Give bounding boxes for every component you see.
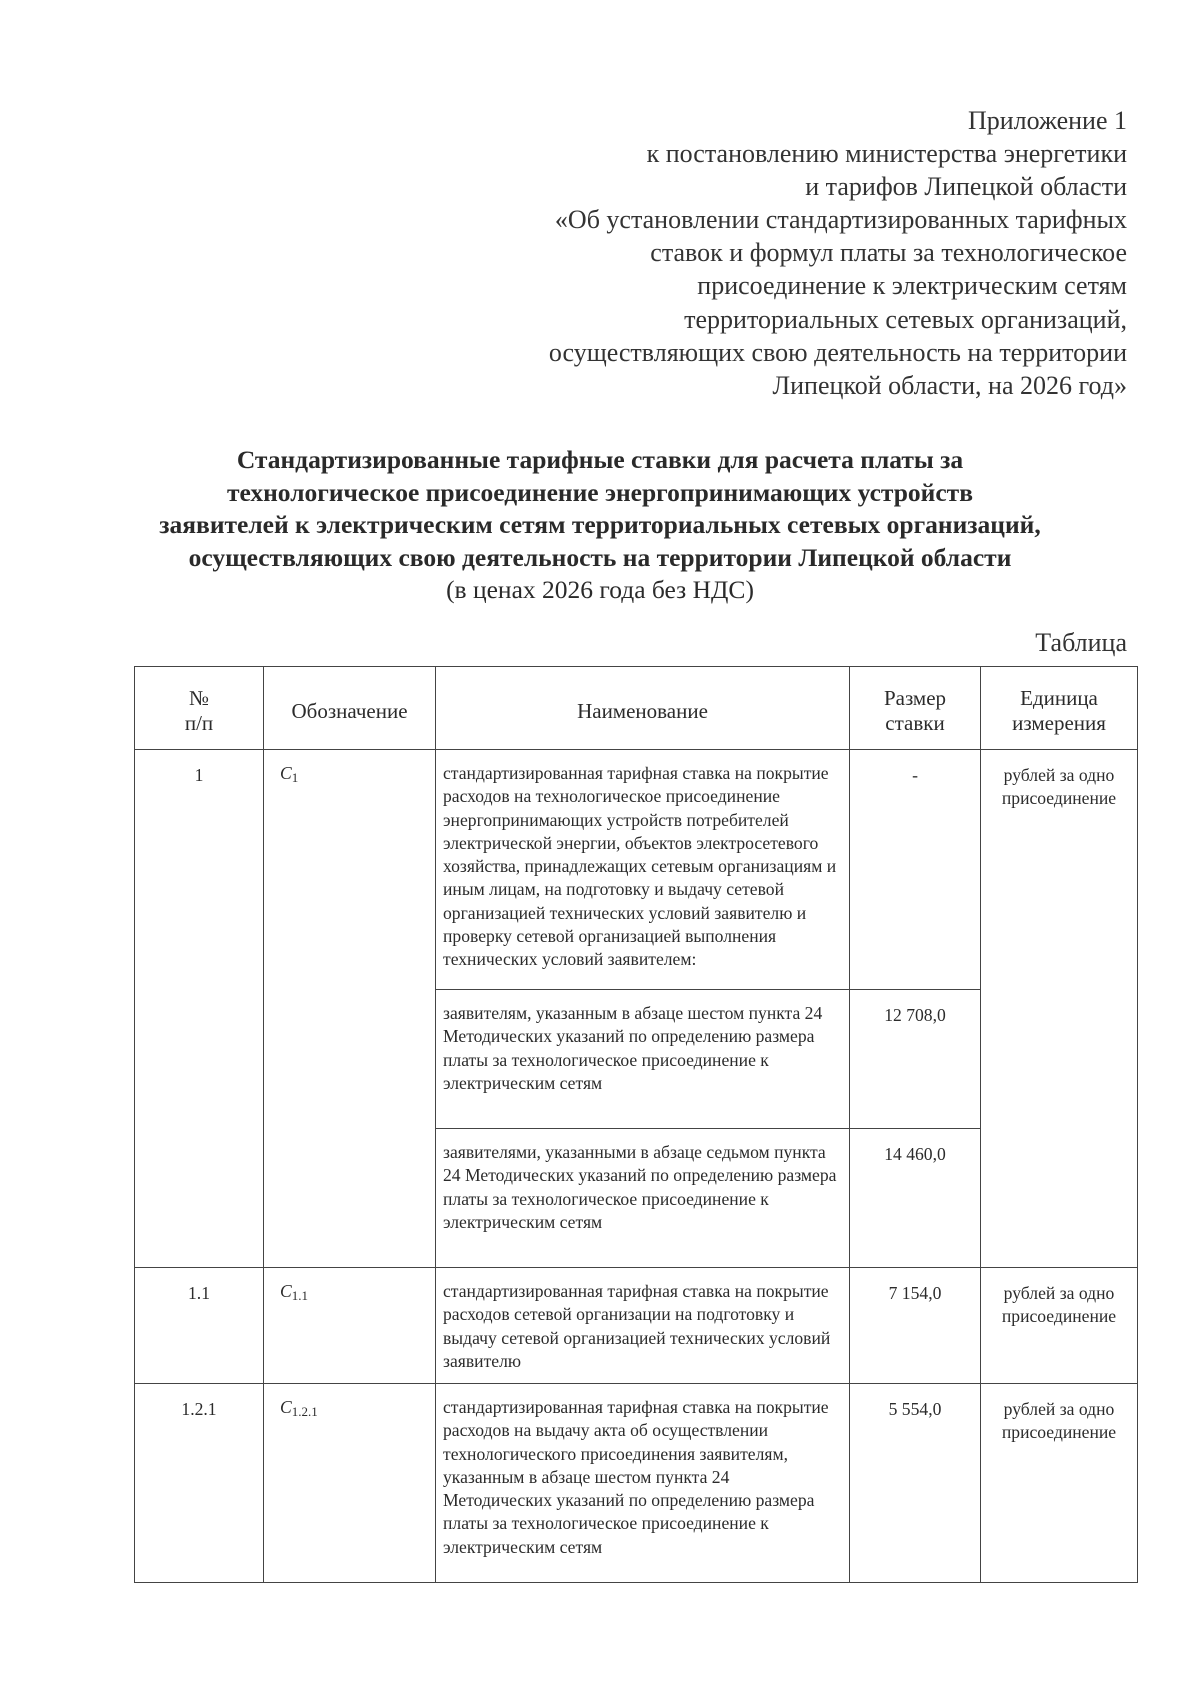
annex-line: осуществляющих свою деятельность на территории [548,337,1127,367]
header-rate-line1: Размер [883,686,947,710]
table-row [135,1268,1138,1384]
row-name: заявителями, указанными в абзаце седьмом пункта 24 Методических указаний по определению размера платы за технологическое присоединение к электрическим сетям [436,1129,850,1268]
row-rate: 14 460,0 [850,1129,981,1268]
header-rate-line2: ставки [885,711,945,735]
row-name: заявителям, указанным в абзаце шестом пункта 24 Методических указаний по определению размера платы за технологическое присоединение к электрическим сетям [436,990,850,1129]
symbol-subscript: 1.2.1 [291,1404,318,1419]
row-num: 1.1 [135,1268,264,1384]
header-num-line2: п/п [184,711,214,735]
row-rate: - [850,750,981,990]
table-row [135,1384,1138,1583]
row-name: стандартизированная тарифная ставка на покрытие расходов на выдачу акта об осуществлении технологического присоединения заявителям, указанным в абзаце шестом пункта 24 Методических указаний по определению размера платы за технологическое присоединение к электрическим сетям [436,1384,850,1583]
table-caption: Таблица [1035,628,1127,657]
rates-table [134,666,1138,1583]
symbol-subscript: 1 [291,770,299,785]
header-rate [850,667,981,750]
header-unit-line1: Единица [1020,686,1098,710]
row-symbol [264,1268,436,1384]
header-name: Наименование [436,667,850,750]
title-line: осуществляющих свою деятельность на территории Липецкой области [188,542,1012,572]
row-unit: рублей за одно присоединение [981,1268,1138,1384]
row-unit: рублей за одно присоединение [981,1384,1138,1583]
row-rate: 5 554,0 [850,1384,981,1583]
table-row [135,750,1138,990]
row-name: стандартизированная тарифная ставка на покрытие расходов на технологическое присоединение энергопринимающих устройств потребителей электрической энергии, объектов электросетевого хозяйства, принадлежащих сетевым организациям и иным лицам, на подготовку и выдачу сетевой организацией технических условий заявителю и проверку сетевой организацией выполнения технических условий заявителем: [436,750,850,990]
annex-line: ставок и формул платы за технологическое [650,238,1127,268]
header-symbol: Обозначение [264,667,436,750]
symbol-base: C [280,763,292,783]
annex-line: и тарифов Липецкой области [805,172,1127,202]
table-header-row [135,667,1138,750]
title-subtitle: (в ценах 2026 года без НДС) [446,575,754,604]
document-title [60,444,1140,607]
annex-line: территориальных сетевых организаций, [684,304,1127,334]
title-line: технологическое присоединение энергопринимающих устройств [227,477,973,507]
annex-line: Приложение 1 [967,106,1127,135]
annex-line: к постановлению министерства энергетики [646,139,1127,169]
symbol-subscript: 1.1 [291,1288,308,1303]
annex-line: «Об установлении стандартизированных тарифных [554,205,1127,235]
header-num-line1: № [188,686,210,710]
row-symbol [264,1384,436,1583]
row-name: стандартизированная тарифная ставка на покрытие расходов сетевой организации на подготовку и выдачу сетевой организацией технических условий заявителю [436,1268,850,1384]
annex-line: присоединение к электрическим сетям [697,271,1127,301]
title-line: Стандартизированные тарифные ставки для расчета платы за [236,445,964,474]
annex-header [427,104,1127,402]
header-unit-line2: измерения [1012,711,1106,735]
row-rate: 7 154,0 [850,1268,981,1384]
row-unit: рублей за одно присоединение [981,750,1138,1268]
row-symbol [264,750,436,1268]
symbol-base: C [280,1281,292,1301]
title-line: заявителей к электрическим сетям территориальных сетевых организаций, [159,510,1041,539]
symbol-base: C [280,1397,292,1417]
row-num: 1.2.1 [135,1384,264,1583]
annex-line: Липецкой области, на 2026 год» [772,370,1127,400]
header-unit [981,667,1138,750]
header-num [135,667,264,750]
row-num: 1 [135,750,264,1268]
row-rate: 12 708,0 [850,990,981,1129]
